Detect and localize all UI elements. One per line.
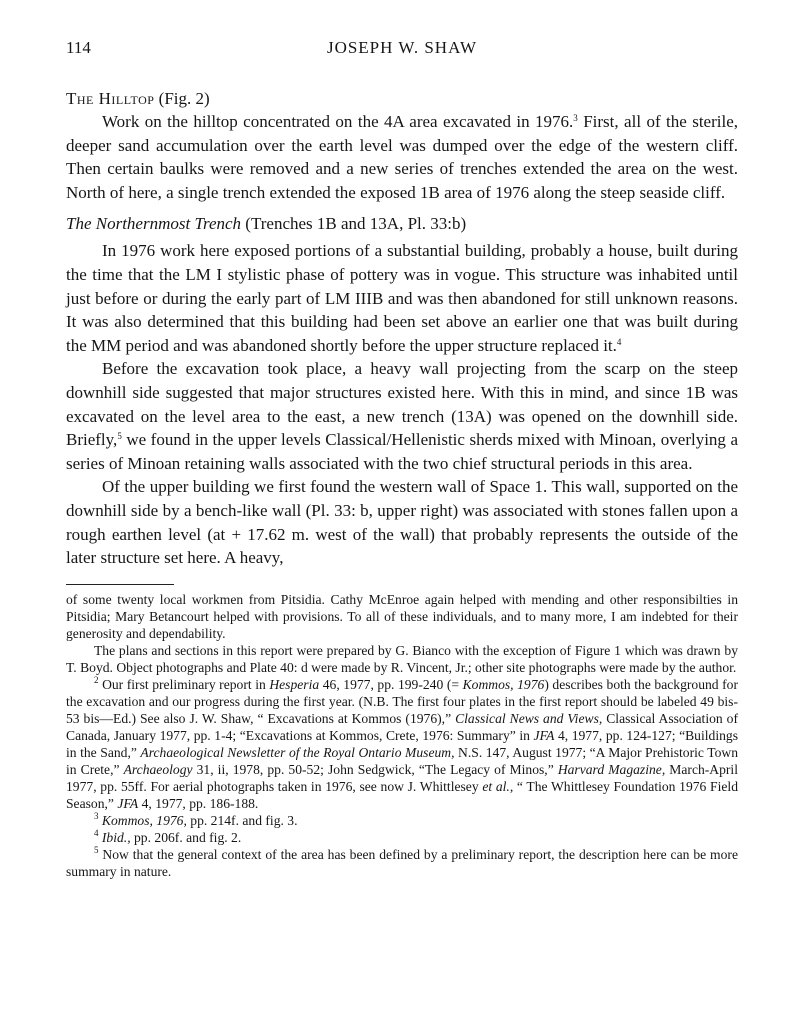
running-title: JOSEPH W. SHAW [326,38,478,57]
section-title [66,88,738,110]
subsection-title [66,213,738,235]
body-paragraph: Of the upper building we first found the western wall of Space 1. This wall, supported on the downhill side by a bench-like wall (Pl. 33: b, upper right) was associated with stones fallen upon a rough earthen level (at + 17.62 m. west of the wall) that probably represents the outside of the later structure set here. A heavy, [66,477,738,568]
footnote-4: $^4$ Ibid., pp. 206f. and fig. 2. [94,827,242,845]
body-paragraph: Before the excavation took place, a heavy wall projecting from the scarp on the steep downhill side suggested that major structures existed here. With this in mind, and since 1B was excavated on the level area to the east, a new trench (13A) was opened on the downhill side. Briefly,$^5$ we found in the upper levels Classical/Hellenistic sherds mixed with Minoan, overlying a series of Minoan retaining walls associated with the two chief structural periods in this area. [66,359,738,473]
page-number: 114 [66,38,91,57]
footnote-ref: 5 [117,431,122,442]
subsection-title-note: (Trenches 1B and 13A, Pl. 33:b) [245,214,467,234]
page [66,38,738,880]
running-head [66,38,738,66]
body-paragraph: In 1976 work here exposed portions of a substantial building, probably a house, built during the time that the LM I stylistic phase of pottery was in vogue. This structure was inhabited until just before or during the early part of LM IIIB and was then abandoned for still unknown reasons. It was also determined that this building had been set above an earlier one that was built during the MM period and was abandoned shortly before the upper structure replaced it.$^4$ [66,241,738,355]
footnote-3: $^3$ Kommos, 1976, pp. 214f. and fig. 3. [94,810,298,828]
section-title-text: The Hilltop [66,89,155,108]
footnote-divider [66,584,174,585]
footnote-plans: The plans and sections in this report were prepared by G. Bianco with the exception of Figure 1 which was drawn by T. Boyd. Object photographs and Plate 40: d were made by R. Vincent, Jr.; other site photographs were made by the author. [66,642,738,675]
section-fig-ref: (Fig. 2) [158,89,210,108]
footnote-continuation: of some twenty local workmen from Pitsidia. Cathy McEnroe again helped with mending and other responsibilties in Pitsidia; Mary Betancourt helped with provisions. To all of these individuals, and to many more, I am indebted for their generosity and dependability. [66,591,738,641]
body-paragraph: Work on the hilltop concentrated on the 4A area excavated in 1976.$^3$ First, all of the sterile, deeper sand accumulation over the earth level was dumped over the edge of the western cliff. Then certain baulks were removed and a new series of trenches extended the area on the west. North of here, a single trench extended the exposed 1B area of 1976 along the steep seaside cliff. [66,112,739,202]
footnote-5: $^5$ Now that the general context of the area has been defined by a preliminary report, the description here can be more summary in nature. [66,844,738,879]
footnote-ref: 3 [573,113,578,123]
footnote-ref: 4 [616,336,622,347]
subsection-title-text: The Northernmost Trench [66,214,242,234]
footnote-2: $^2$ Our first preliminary report in Hesperia 46, 1977, pp. 199-240 (= Kommos, 1976) describes both the background for the excavation and our progress during the first year. (N.B. The first four plates in the first report should be labeled 49 bis-53 bis—Ed.) See also J. W. Shaw, “ Excavations at Kommos (1976),” Classical News and Views, Classical Association of Canada, January 1977, pp. 1-4; “Excavations at Kommos, Crete, 1976: Summary” in JFA 4, 1977, pp. 124-127; “Buildings in the Sand,” Archaeological Newsletter of the Royal Ontario Museum, N.S. 147, August 1977; “A Major Prehistoric Town in Crete,” Archaeology 31, ii, 1978, pp. 50-52; John Sedgwick, “The Legacy of Minos,” Harvard Magazine, March-April 1977, pp. 55ff. For aerial photographs taken in 1976, see now J. Whittlesey et al., “ The Whittlesey Foundation 1976 Field Season,” JFA 4, 1977, pp. 186-188. [66,674,738,811]
